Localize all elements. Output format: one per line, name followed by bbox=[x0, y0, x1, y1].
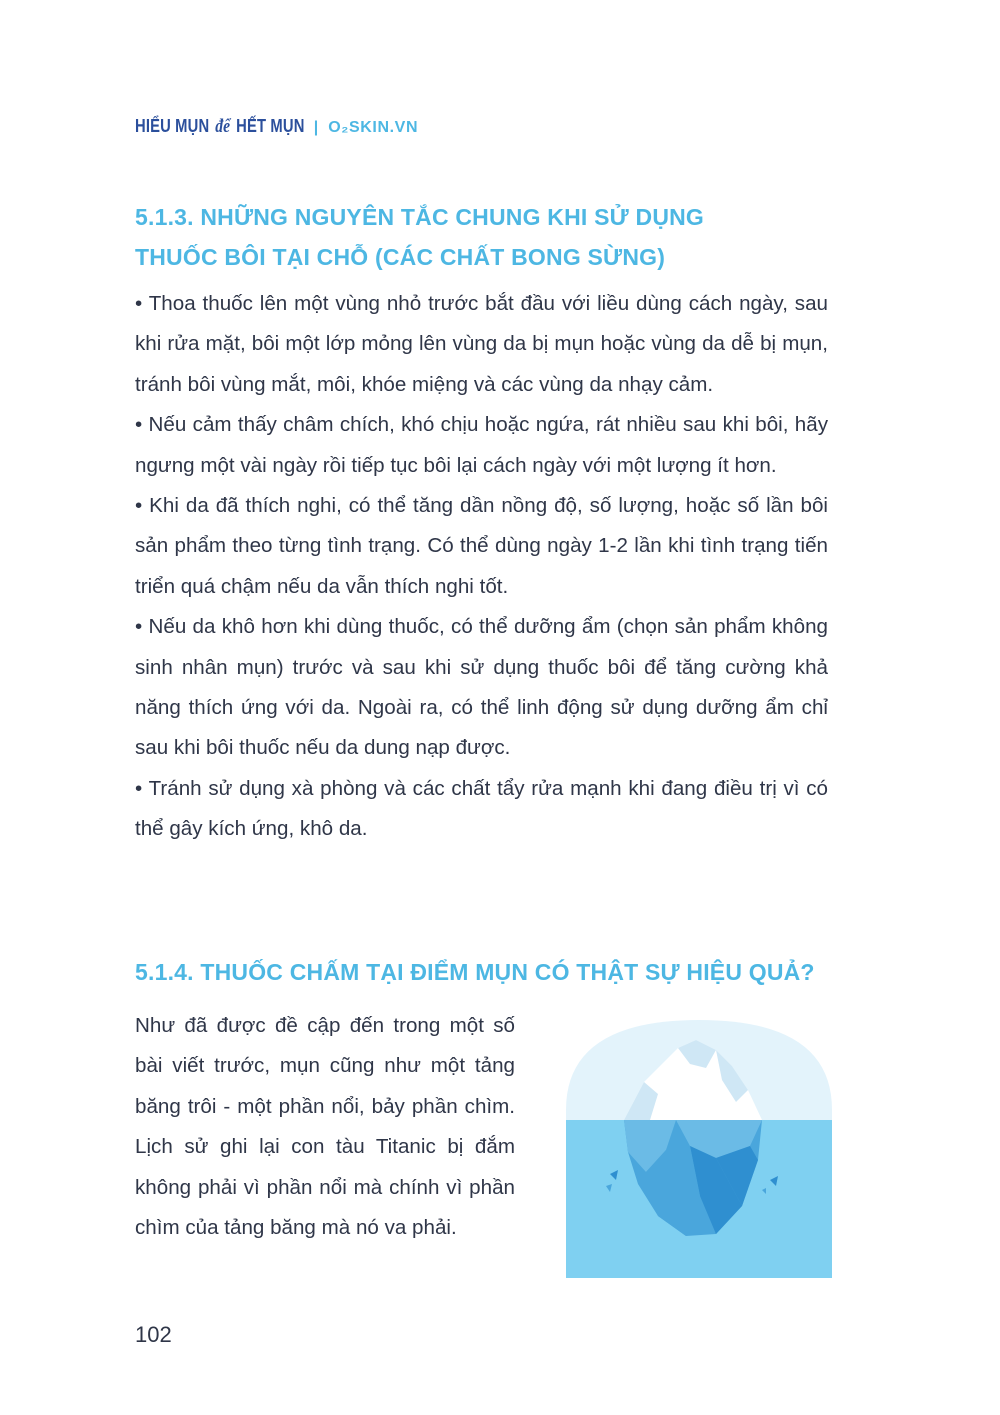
page-number: 102 bbox=[135, 1322, 172, 1347]
guideline-item: • Nếu cảm thấy châm chích, khó chịu hoặc ngứa, rát nhiều sau khi bôi, hãy ngưng một vài ngày rồi tiếp tục bôi lại cách ngày với một lượng ít hơn. bbox=[135, 413, 828, 477]
section-513-title-line1: 5.1.3. NHỮNG NGUYÊN TẮC CHUNG KHI SỬ DỤNG bbox=[135, 204, 705, 230]
running-header bbox=[135, 116, 418, 138]
book-title-script: để bbox=[215, 116, 231, 137]
iceberg-paragraph: Như đã được đề cập đến trong một số bài viết trước, mụn cũng như một tảng băng trôi - một phần nổi, bảy phần chìm. Lịch sử ghi lại con tàu Titanic bị đắm không phải vì phần nổi mà chính vì phần chìm của tảng băng mà nó va phải. bbox=[135, 1014, 515, 1240]
section-514-title: 5.1.4. THUỐC CHẤM TẠI ĐIỂM MỤN CÓ THẬT SỰ HIỆU QUẢ? bbox=[135, 959, 815, 985]
guideline-item: • Thoa thuốc lên một vùng nhỏ trước bắt đầu với liều dùng cách ngày, sau khi rửa mặt, bôi một lớp mỏng lên vùng da bị mụn hoặc vùng da dễ bị mụn, tránh bôi vùng mắt, môi, khóe miệng và các vùng da nhạy cảm. bbox=[135, 292, 828, 396]
book-title-part1: HIỂU MỤN bbox=[135, 116, 210, 136]
guideline-item: • Tránh sử dụng xà phòng và các chất tẩy rửa mạnh khi đang điều trị vì có thể gây kích ứng, khô da. bbox=[135, 776, 828, 841]
guideline-list bbox=[135, 284, 828, 850]
iceberg-icon bbox=[566, 1020, 832, 1278]
section-513-title bbox=[135, 197, 855, 277]
book-title bbox=[135, 116, 305, 138]
header-separator: | bbox=[313, 119, 319, 136]
guideline-item: • Nếu da khô hơn khi dùng thuốc, có thể dưỡng ẩm (chọn sản phẩm không sinh nhân mụn) trước và sau khi sử dụng thuốc bôi để tăng cường khả năng thích ứng với da. Ngoài ra, có thể linh động sử dụng dưỡng ẩm chỉ sau khi bôi thuốc nếu da dung nạp được. bbox=[135, 615, 828, 760]
guideline-item: • Khi da đã thích nghi, có thể tăng dần nồng độ, số lượng, hoặc số lần bôi sản phẩm theo từng tình trạng. Có thể dùng ngày 1-2 lần khi tình trạng tiến triển quá chậm nếu da vẫn thích nghi tốt. bbox=[135, 494, 828, 598]
section-513-title-line2: THUỐC BÔI TẠI CHỖ (CÁC CHẤT BONG SỪNG) bbox=[135, 244, 666, 270]
book-title-part2: HẾT MỤN bbox=[236, 116, 305, 136]
site-name: O₂SKIN.VN bbox=[328, 119, 419, 136]
